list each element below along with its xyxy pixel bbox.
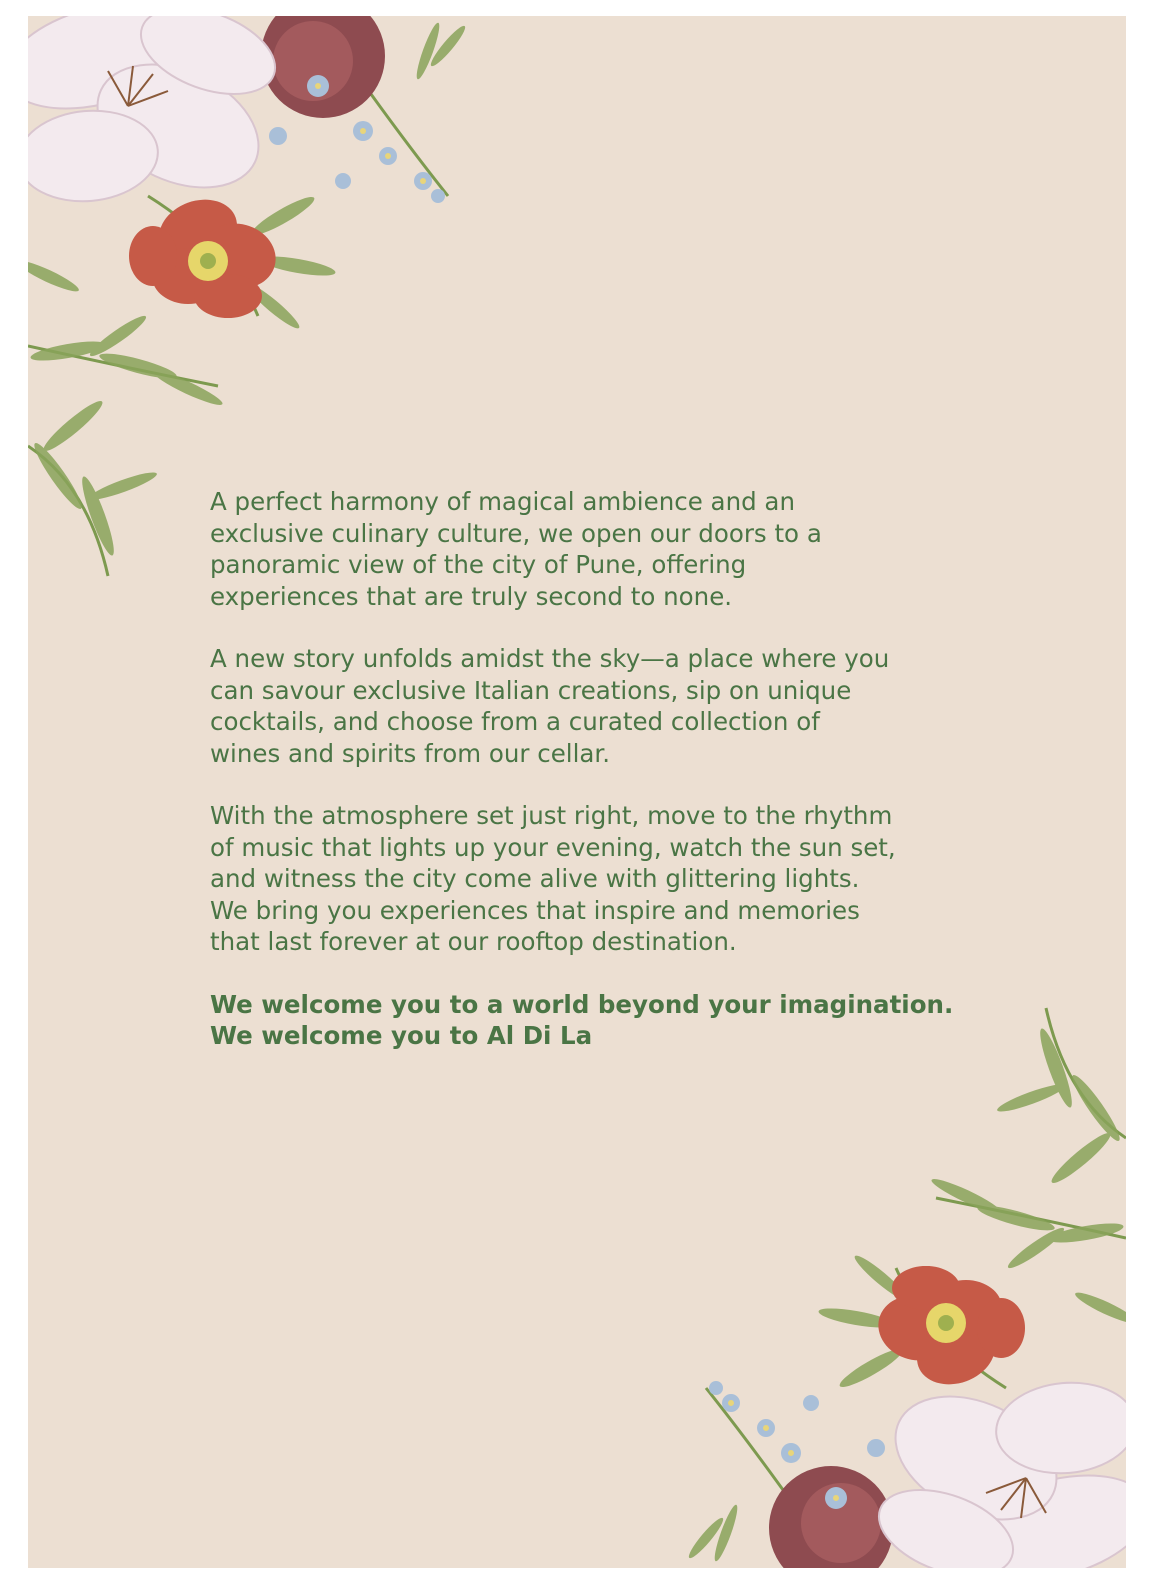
menu-page: [28, 16, 1126, 1568]
story-paragraph: A new story unfolds amidst the sky—a place where you can savour exclusive Italian creations, sip on unique cocktails, and choose from a curated collection of wines and spirits from our cellar.: [210, 644, 890, 768]
atmosphere-paragraph: With the atmosphere set just right, move to the rhythm of music that lights up your evening, watch the sun set, and witness the city come alive with glittering lights. We bring you experiences that inspire and memories that last forever at our rooftop destination.: [210, 801, 896, 956]
intro-text-block: [210, 486, 970, 1083]
intro-paragraph: A perfect harmony of magical ambience and an exclusive culinary culture, we open our doors to a panoramic view of the city of Pune, offering experiences that are truly second to none.: [210, 487, 822, 611]
welcome-closing: We welcome you to a world beyond your imagination. We welcome you to Al Di La: [210, 989, 954, 1050]
